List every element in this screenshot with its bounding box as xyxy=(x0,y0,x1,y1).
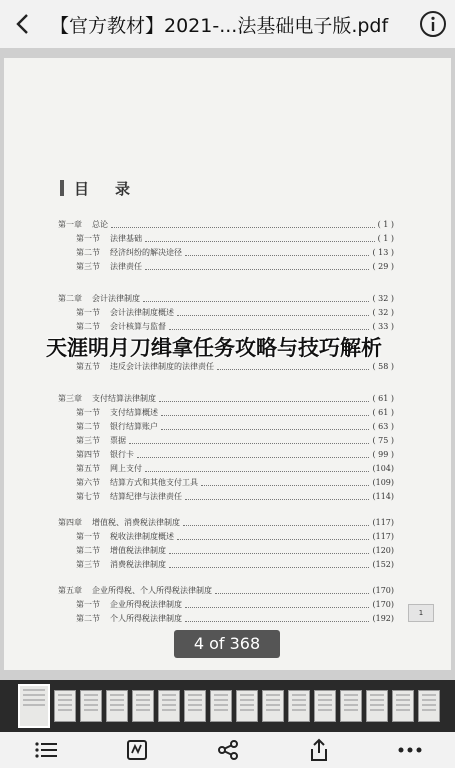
toc-entry-page: (120) xyxy=(372,546,394,555)
toc-entry-number: 第七节 xyxy=(76,492,100,501)
toc-entry-label xyxy=(58,491,182,502)
toc-entry-label xyxy=(58,421,158,432)
toc-entry-label xyxy=(58,531,174,542)
toc-row xyxy=(58,476,394,489)
toc-leader-dots xyxy=(129,437,369,444)
thumbnail-strip[interactable] xyxy=(0,680,455,732)
toc-leader-dots xyxy=(183,519,369,526)
page-thumbnail[interactable] xyxy=(288,690,310,722)
toc-entry-title: 消费税法律制度 xyxy=(110,560,166,569)
toc-entry-label xyxy=(58,517,180,528)
toc-entry-title: 银行结算账户 xyxy=(110,422,158,431)
toc-entry-title: 税收法律制度概述 xyxy=(110,532,174,541)
toc-entry-page: (109) xyxy=(372,478,394,487)
toc-entry-label xyxy=(58,261,142,272)
toc-row xyxy=(58,320,394,333)
toc-entry-page: (117) xyxy=(372,518,394,527)
toc-entry-title: 结算纪律与法律责任 xyxy=(110,492,182,501)
toc-entry-page: (117) xyxy=(372,532,394,541)
toc-entry-number: 第三节 xyxy=(76,436,100,445)
toc-leader-dots xyxy=(111,221,375,228)
toc-entry-number: 第一章 xyxy=(58,220,82,229)
page-thumbnail[interactable] xyxy=(184,690,206,722)
toc-entry-number: 第五节 xyxy=(76,464,100,473)
info-icon xyxy=(419,10,447,38)
toc-entry-label xyxy=(58,435,126,446)
toc-entry-page: (152) xyxy=(372,560,394,569)
outline-button[interactable] xyxy=(26,732,66,768)
toc-entry-page: ( 1 ) xyxy=(377,220,394,229)
toc-entry-label xyxy=(58,393,156,404)
toc-leader-dots xyxy=(177,533,369,540)
document-title: 【官方教材】2021-...法基础电子版.pdf xyxy=(50,14,389,37)
toc-row xyxy=(58,406,394,419)
page-thumbnail[interactable] xyxy=(80,690,102,722)
toc-entry-label xyxy=(58,545,166,556)
page-thumbnail[interactable] xyxy=(54,690,76,722)
toc-entry-page: (114) xyxy=(372,492,394,501)
page-thumbnail[interactable] xyxy=(132,690,154,722)
toc-row xyxy=(58,232,394,245)
toc-entry-number: 第二节 xyxy=(76,546,100,555)
toc-entry-page: ( 75 ) xyxy=(372,436,394,445)
toc-entry-title: 银行卡 xyxy=(110,450,134,459)
toc-entry-label xyxy=(58,449,134,460)
toc-leader-dots xyxy=(217,363,369,370)
bottom-toolbar xyxy=(0,732,455,768)
toc-leader-dots xyxy=(145,263,369,270)
toc-row xyxy=(58,420,394,433)
share-icon xyxy=(217,739,239,761)
toc-entry-page: (170) xyxy=(372,600,394,609)
share-button[interactable] xyxy=(208,732,248,768)
toc-entry-label xyxy=(58,559,166,570)
toc-leader-dots xyxy=(169,323,369,330)
page-thumbnail[interactable] xyxy=(418,690,440,722)
pdf-page xyxy=(4,58,451,670)
toc-entry-number: 第三章 xyxy=(58,394,82,403)
toc-row xyxy=(58,598,394,611)
toc-row xyxy=(58,462,394,475)
toc-entry-title: 增值税、消费税法律制度 xyxy=(92,518,180,527)
toc-entry-page: ( 61 ) xyxy=(372,408,394,417)
toc-leader-dots xyxy=(143,295,369,302)
toc-row xyxy=(58,516,394,529)
back-arrow-icon xyxy=(15,13,29,35)
toc-entry-number: 第一节 xyxy=(76,600,100,609)
toc-row xyxy=(58,434,394,447)
toc-row xyxy=(58,612,394,625)
toc-entry-label xyxy=(58,293,140,304)
toc-entry-number: 第三节 xyxy=(76,262,100,271)
page-thumbnail[interactable] xyxy=(18,684,50,728)
toc-entry-number: 第二节 xyxy=(76,322,100,331)
toc-row xyxy=(58,448,394,461)
annotate-button[interactable] xyxy=(117,732,157,768)
page-thumbnail[interactable] xyxy=(262,690,284,722)
toc-leader-dots xyxy=(145,465,369,472)
toc-entry-page: ( 63 ) xyxy=(372,422,394,431)
toc-entry-label xyxy=(58,307,174,318)
toc-entry-number: 第二节 xyxy=(76,248,100,257)
toc-entry-label xyxy=(58,233,142,244)
toc-entry-page: ( 29 ) xyxy=(372,262,394,271)
toc-entry-number: 第二章 xyxy=(58,294,82,303)
toc-entry-title: 法律基础 xyxy=(110,234,142,243)
page-thumbnail[interactable] xyxy=(106,690,128,722)
toc-entry-page: ( 61 ) xyxy=(372,394,394,403)
page-thumbnail[interactable] xyxy=(340,690,362,722)
toc-leader-dots xyxy=(169,547,369,554)
toc-entry-number: 第一节 xyxy=(76,408,100,417)
toc-entry-title: 经济纠纷的解决途径 xyxy=(110,248,182,257)
toc-entry-title: 支付结算法律制度 xyxy=(92,394,156,403)
toc-entry-title: 企业所得税、个人所得税法律制度 xyxy=(92,586,212,595)
side-page-number: 1 xyxy=(408,604,434,622)
toc-row xyxy=(58,292,394,305)
list-icon xyxy=(34,740,58,760)
toc-entry-title: 增值税法律制度 xyxy=(110,546,166,555)
toc-entry-label xyxy=(58,247,182,258)
toc-entry-page: ( 99 ) xyxy=(372,450,394,459)
toc-entry-number: 第六节 xyxy=(76,478,100,487)
toc-entry-number: 第一节 xyxy=(76,308,100,317)
toc-leader-dots xyxy=(161,423,369,430)
toc-leader-dots xyxy=(177,309,369,316)
toc-row xyxy=(58,558,394,571)
toc-entry-label xyxy=(58,463,142,474)
toc-entry-title: 个人所得税法律制度 xyxy=(110,614,182,623)
toc-entry-label xyxy=(58,477,198,488)
toc-entry-page: ( 13 ) xyxy=(372,248,394,257)
more-icon xyxy=(398,747,422,753)
toc-entry-label xyxy=(58,407,158,418)
export-icon xyxy=(308,738,330,762)
toc-leader-dots xyxy=(137,451,369,458)
toc-leader-dots xyxy=(159,395,369,402)
toc-row xyxy=(58,218,394,231)
toc-entry-title: 会计核算与监督 xyxy=(110,322,166,331)
toc-entry-page: (104) xyxy=(372,464,394,473)
toc-entry-page: ( 1 ) xyxy=(377,234,394,243)
toc-entry-number: 第三节 xyxy=(76,560,100,569)
toc-entry-title: 网上支付 xyxy=(110,464,142,473)
page-thumbnail[interactable] xyxy=(158,690,180,722)
toc-entry-title: 会计法律制度 xyxy=(92,294,140,303)
toc-row xyxy=(58,306,394,319)
toc-entry-page: ( 33 ) xyxy=(372,322,394,331)
toc-row xyxy=(58,544,394,557)
toc-entry-page: (170) xyxy=(372,586,394,595)
toc-leader-dots xyxy=(185,493,369,500)
toc-leader-dots xyxy=(169,561,369,568)
toc-entry-title: 总论 xyxy=(92,220,108,229)
toc-entry-title: 支付结算概述 xyxy=(110,408,158,417)
toc-entry-number: 第二节 xyxy=(76,614,100,623)
back-button[interactable] xyxy=(0,0,44,48)
toc-entry-number: 第一节 xyxy=(76,532,100,541)
pdf-viewer[interactable] xyxy=(0,48,455,680)
page-thumbnail[interactable] xyxy=(392,690,414,722)
top-bar xyxy=(0,0,455,48)
toc-leader-dots xyxy=(145,235,375,242)
toc-entry-number: 第五章 xyxy=(58,586,82,595)
annotate-icon xyxy=(126,739,148,761)
toc-entry-label xyxy=(58,613,182,624)
export-button[interactable] xyxy=(299,732,339,768)
toc-entry-number: 第五节 xyxy=(76,362,100,371)
page-thumbnail[interactable] xyxy=(210,690,232,722)
toc-entry-title: 会计法律制度概述 xyxy=(110,308,174,317)
toc-entry-title: 票据 xyxy=(110,436,126,445)
more-button[interactable] xyxy=(390,732,430,768)
info-button[interactable] xyxy=(411,0,455,48)
toc-row xyxy=(58,530,394,543)
toc-entry-label xyxy=(58,219,108,230)
toc-entry-title: 结算方式和其他支付工具 xyxy=(110,478,198,487)
toc-leader-dots xyxy=(215,587,369,594)
toc-entry-number: 第四章 xyxy=(58,518,82,527)
toc-row xyxy=(58,392,394,405)
toc-leader-dots xyxy=(201,479,369,486)
toc-entry-page: ( 32 ) xyxy=(372,308,394,317)
toc-entry-title: 违反会计法律制度的法律责任 xyxy=(110,362,214,371)
toc-entry-number: 第一节 xyxy=(76,234,100,243)
toc-row xyxy=(58,260,394,273)
toc-entry-page: ( 32 ) xyxy=(372,294,394,303)
toc-row xyxy=(58,490,394,503)
page-thumbnail[interactable] xyxy=(366,690,388,722)
toc-entry-label xyxy=(58,599,182,610)
toc-row xyxy=(58,246,394,259)
toc-row xyxy=(58,584,394,597)
page-thumbnail[interactable] xyxy=(314,690,336,722)
toc-entry-number: 第四节 xyxy=(76,450,100,459)
page-thumbnail[interactable] xyxy=(236,690,258,722)
toc-leader-dots xyxy=(185,601,369,608)
toc-leader-dots xyxy=(161,409,369,416)
toc-entry-page: (192) xyxy=(372,614,394,623)
page-indicator: 4 of 368 xyxy=(174,630,280,658)
toc-entry-page: ( 58 ) xyxy=(372,362,394,371)
toc-leader-dots xyxy=(185,615,369,622)
overlay-caption: 天涯明月刀缉拿任务攻略与技巧解析 xyxy=(46,336,382,360)
toc-entry-number: 第二节 xyxy=(76,422,100,431)
toc-leader-dots xyxy=(185,249,369,256)
toc-entry-title: 企业所得税法律制度 xyxy=(110,600,182,609)
toc-heading: 目 录 xyxy=(60,178,130,199)
toc-entry-label xyxy=(58,321,166,332)
toc-entry-label xyxy=(58,585,212,596)
toc-entry-title: 法律责任 xyxy=(110,262,142,271)
